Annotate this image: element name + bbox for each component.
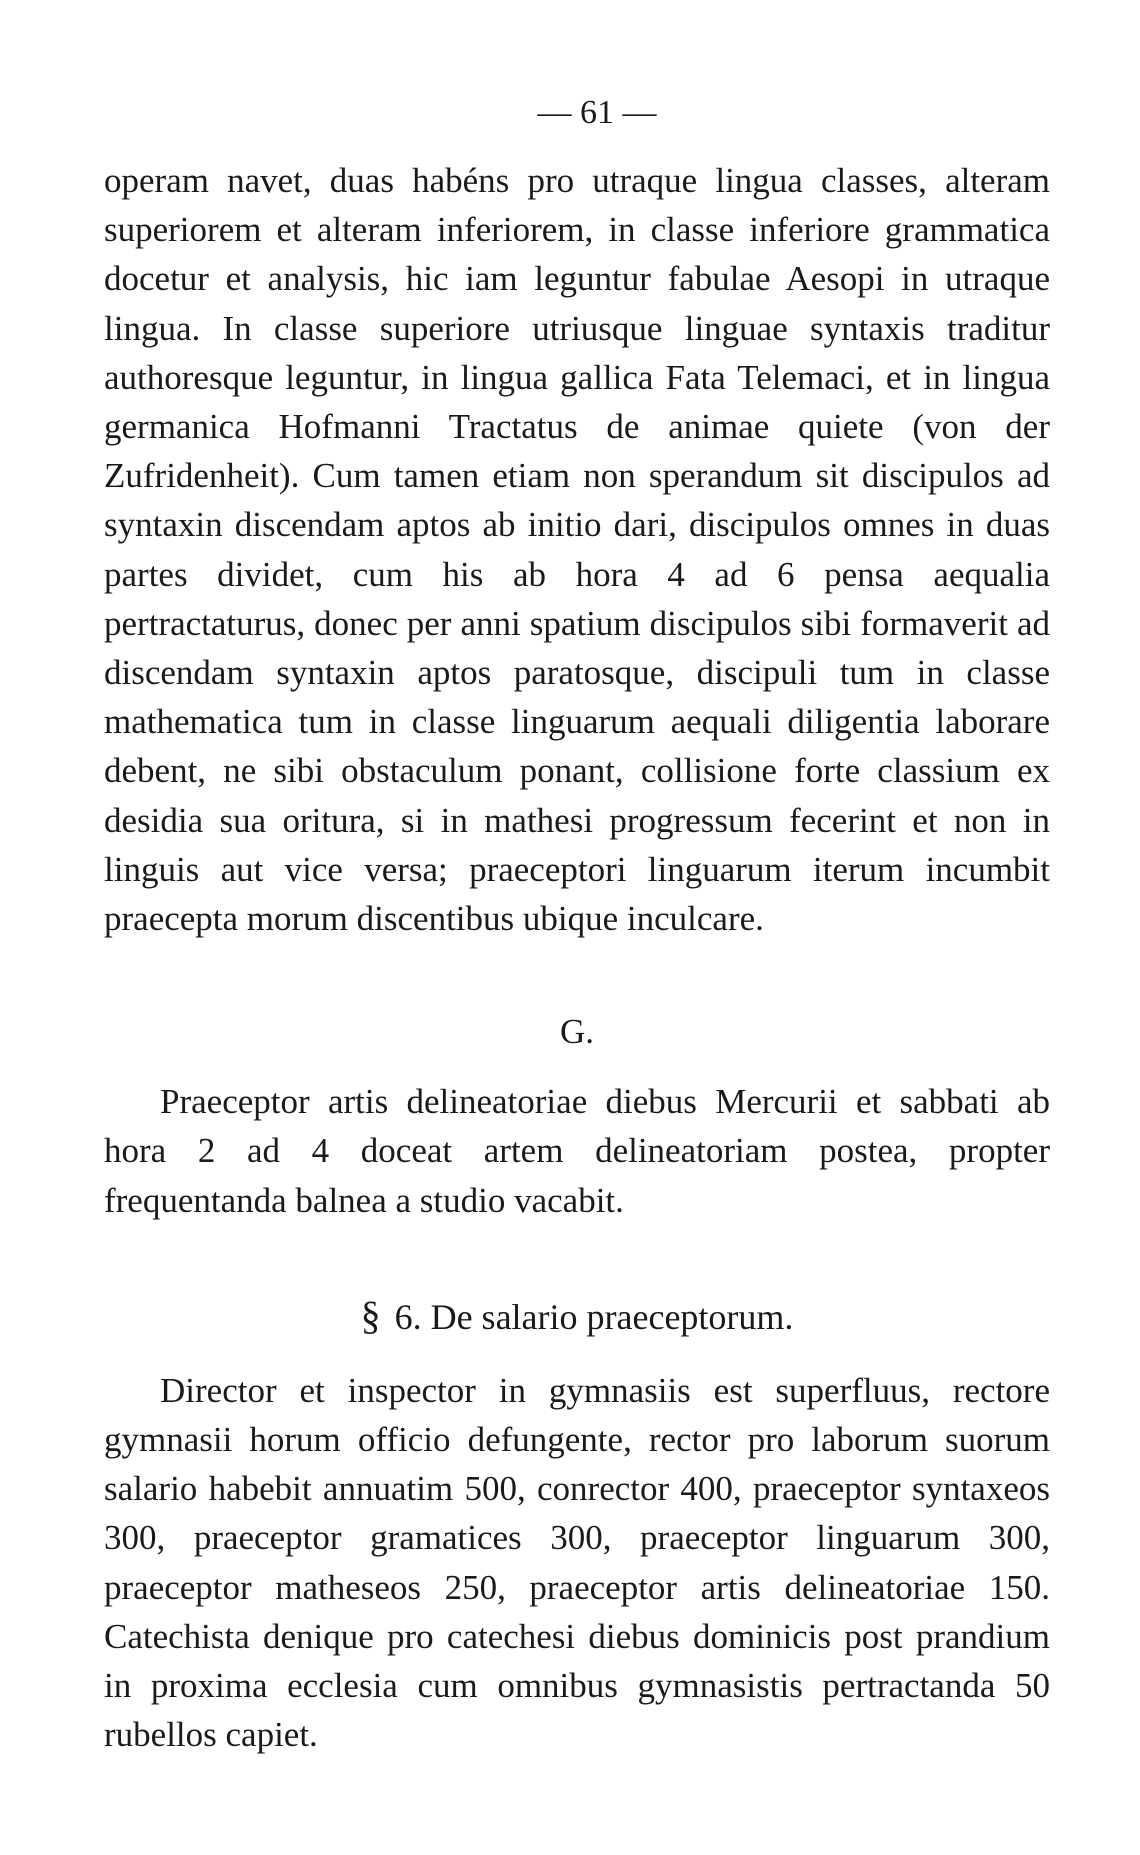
document-page	[104, 88, 1050, 1759]
paragraph-language-classes: operam navet, duas habéns pro utraque lingua classes, alteram superiorem et alteram inferiorem, in classe inferiore grammatica docetur et analysis, hic iam leguntur fabulae Aesopi in utraque lingua. In classe superiore utriusque linguae syntaxis traditur authoresque leguntur, in lingua gallica Fata Telemaci, et in lingua germanica Hofmanni Tractatus de animae quiete (von der Zufridenheit). Cum tamen etiam non sperandum sit discipulos ad syntaxin discendam aptos ab initio dari, discipulos omnes in duas partes dividet, cum his ab hora 4 ad 6 pensa aequalia pertractaturus, donec per anni spatium discipulos sibi formaverit ad discendam syntaxin aptos paratosque, discipuli tum in classe mathematica tum in classe linguarum aequali diligentia laborare debent, ne sibi obstaculum ponant, collisione forte classium ex desidia sua oritura, si in mathesi progressum fecerint et non in linguis aut vice versa; praeceptori linguarum iterum incumbit praecepta morum discentibus ubique inculcare.	[104, 161, 1050, 939]
paragraph-drawing-teacher: Praeceptor artis delineatoriae diebus Mercurii et sabbati ab hora 2 ad 4 doceat artem delineatoriam postea, propter frequentanda balnea a studio vacabit.	[104, 1082, 1050, 1220]
section-g-heading: G.	[559, 1012, 595, 1052]
section-6-heading	[104, 1291, 1050, 1342]
paragraph-salaries: Director et inspector in gymnasiis est superfluus, rectore gymnasii horum officio defungente, rector pro laborum suorum salario habebit annuatim 500, conrector 400, praeceptor syntaxeos 300, praeceptor gramatices 300, praeceptor linguarum 300, praeceptor matheseos 250, praeceptor artis delineatoriae 150. Catechista denique pro catechesi diebus dominicis post prandium in proxima ecclesia cum omnibus gymnasistis pertractanda 50 rubellos capiet.	[104, 1370, 1050, 1755]
section-6-title: 6. De salario praeceptorum.	[394, 1296, 794, 1337]
section-sign: §	[360, 1292, 381, 1338]
page-number: — 61 —	[537, 94, 657, 131]
